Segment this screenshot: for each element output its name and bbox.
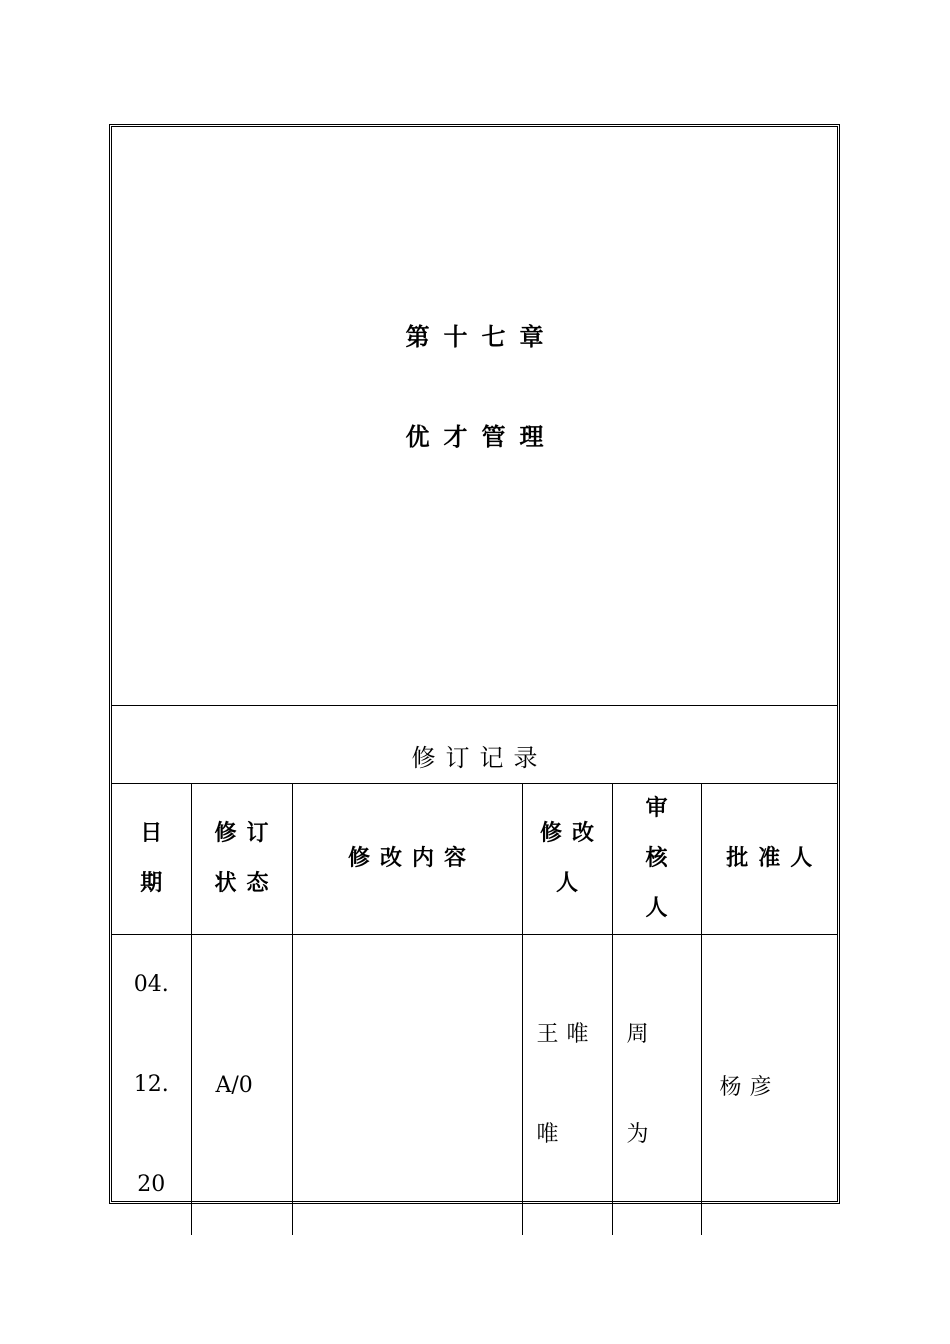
header-reviewer-line: 核 (645, 846, 668, 871)
cell-state: A/0 (191, 935, 292, 1236)
revision-header-row (112, 784, 837, 935)
header-state (191, 784, 292, 935)
date-line: 20 (137, 1172, 166, 1197)
header-state-line: 状态 (214, 871, 279, 896)
reviewer-line: 为 (626, 1122, 657, 1147)
date-line: 04. (133, 972, 169, 997)
cell-content (292, 935, 522, 1236)
cover-section (112, 127, 837, 706)
header-modifier (522, 784, 612, 935)
header-date (112, 784, 191, 935)
header-modifier-line: 人 (555, 871, 588, 896)
table-row (112, 935, 837, 1236)
header-reviewer-line: 审 (645, 796, 668, 821)
date-line: 12. (133, 1072, 169, 1097)
header-state-line: 修订 (214, 821, 279, 846)
modifier-line: 王唯 (536, 1022, 597, 1047)
modifier-line: 唯 (536, 1122, 567, 1147)
cell-reviewer (612, 935, 701, 1236)
cell-approver: 杨彦 (701, 935, 837, 1236)
chapter-title: 优才管理 (405, 423, 558, 451)
revision-table (112, 784, 837, 1235)
cell-date (112, 935, 191, 1236)
header-date-line: 日 (140, 821, 163, 846)
header-reviewer-line: 人 (645, 896, 668, 921)
header-approver: 批准人 (701, 784, 837, 935)
document-frame (109, 124, 840, 1204)
reviewer-line: 周 (626, 1022, 657, 1047)
header-modifier-line: 修改 (539, 821, 604, 846)
revision-record-title: 修订记录 (112, 706, 837, 784)
header-reviewer (612, 784, 701, 935)
chapter-heading: 第十七章 (405, 323, 558, 351)
header-date-line: 期 (140, 871, 163, 896)
header-content: 修改内容 (292, 784, 522, 935)
cell-modifier (522, 935, 612, 1236)
